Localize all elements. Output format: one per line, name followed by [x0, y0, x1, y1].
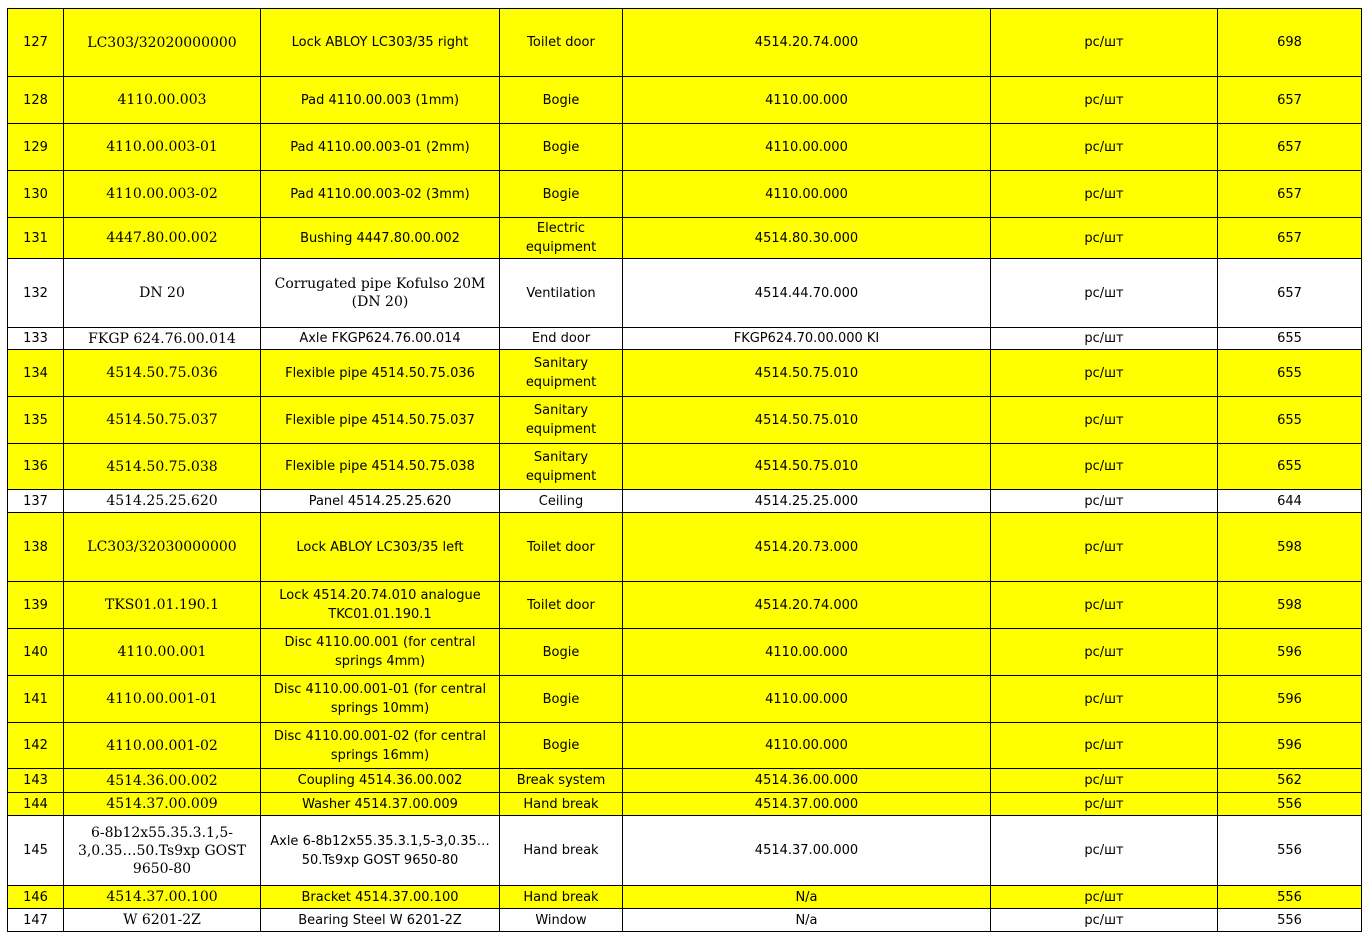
quantity-cell: 556	[1218, 793, 1362, 816]
assembly-number-cell: 4514.36.00.000	[623, 769, 991, 793]
table-row	[8, 397, 1362, 444]
part-code-cell: DN 20	[64, 259, 261, 328]
group-cell: Sanitary equipment	[500, 350, 623, 397]
quantity-cell: 698	[1218, 9, 1362, 77]
table-row	[8, 171, 1362, 218]
table-row	[8, 490, 1362, 513]
assembly-number-cell: 4514.80.30.000	[623, 218, 991, 259]
assembly-number-cell: 4514.20.74.000	[623, 582, 991, 629]
assembly-number-cell: 4514.20.74.000	[623, 9, 991, 77]
group-cell: Toilet door	[500, 513, 623, 582]
unit-cell: pc/шт	[991, 350, 1218, 397]
assembly-number-cell: 4110.00.000	[623, 124, 991, 171]
part-code-cell: 4110.00.001-01	[64, 676, 261, 723]
group-cell: Bogie	[500, 676, 623, 723]
table-row	[8, 444, 1362, 490]
part-name-cell: Washer 4514.37.00.009	[261, 793, 500, 816]
part-name-cell: Disc 4110.00.001-01 (for central springs 10mm)	[261, 676, 500, 723]
unit-cell: pc/шт	[991, 328, 1218, 350]
assembly-number-cell: FKGP624.70.00.000 KI	[623, 328, 991, 350]
row-number-cell: 144	[8, 793, 64, 816]
unit-cell: pc/шт	[991, 9, 1218, 77]
assembly-number-cell: 4110.00.000	[623, 171, 991, 218]
group-cell: Hand break	[500, 886, 623, 909]
part-code-cell: 4110.00.003	[64, 77, 261, 124]
unit-cell: pc/шт	[991, 513, 1218, 582]
part-name-cell: Flexible pipe 4514.50.75.038	[261, 444, 500, 490]
part-code-cell: 4514.37.00.009	[64, 793, 261, 816]
part-code-cell: 4514.37.00.100	[64, 886, 261, 909]
part-name-cell: Bushing 4447.80.00.002	[261, 218, 500, 259]
part-name-cell: Bearing Steel W 6201-2Z	[261, 909, 500, 932]
part-name-cell: Axle FKGP624.76.00.014	[261, 328, 500, 350]
unit-cell: pc/шт	[991, 676, 1218, 723]
assembly-number-cell: N/a	[623, 886, 991, 909]
assembly-number-cell: 4110.00.000	[623, 629, 991, 676]
assembly-number-cell: 4110.00.000	[623, 723, 991, 769]
part-name-cell: Bracket 4514.37.00.100	[261, 886, 500, 909]
part-name-cell: Flexible pipe 4514.50.75.037	[261, 397, 500, 444]
assembly-number-cell: N/a	[623, 909, 991, 932]
group-cell: End door	[500, 328, 623, 350]
assembly-number-cell: 4514.37.00.000	[623, 793, 991, 816]
part-name-cell: Pad 4110.00.003 (1mm)	[261, 77, 500, 124]
quantity-cell: 657	[1218, 124, 1362, 171]
part-code-cell: 4110.00.003-01	[64, 124, 261, 171]
table-row	[8, 793, 1362, 816]
group-cell: Sanitary equipment	[500, 397, 623, 444]
quantity-cell: 644	[1218, 490, 1362, 513]
part-name-cell: Coupling 4514.36.00.002	[261, 769, 500, 793]
part-name-cell: Disc 4110.00.001-02 (for central springs 16mm)	[261, 723, 500, 769]
quantity-cell: 655	[1218, 350, 1362, 397]
unit-cell: pc/шт	[991, 886, 1218, 909]
row-number-cell: 129	[8, 124, 64, 171]
part-name-cell: Lock ABLOY LC303/35 left	[261, 513, 500, 582]
assembly-number-cell: 4514.44.70.000	[623, 259, 991, 328]
group-cell: Hand break	[500, 816, 623, 886]
part-code-cell: 4514.50.75.036	[64, 350, 261, 397]
row-number-cell: 132	[8, 259, 64, 328]
row-number-cell: 145	[8, 816, 64, 886]
row-number-cell: 137	[8, 490, 64, 513]
unit-cell: pc/шт	[991, 629, 1218, 676]
assembly-number-cell: 4514.50.75.010	[623, 444, 991, 490]
unit-cell: pc/шт	[991, 490, 1218, 513]
part-name-cell: Pad 4110.00.003-01 (2mm)	[261, 124, 500, 171]
part-code-cell: FKGP 624.76.00.014	[64, 328, 261, 350]
part-code-cell: 4110.00.003-02	[64, 171, 261, 218]
table-row	[8, 9, 1362, 77]
unit-cell: pc/шт	[991, 793, 1218, 816]
group-cell: Ventilation	[500, 259, 623, 328]
unit-cell: pc/шт	[991, 444, 1218, 490]
group-cell: Break system	[500, 769, 623, 793]
unit-cell: pc/шт	[991, 723, 1218, 769]
unit-cell: pc/шт	[991, 769, 1218, 793]
part-code-cell: W 6201-2Z	[64, 909, 261, 932]
part-name-cell: Lock 4514.20.74.010 analogue TKC01.01.190.1	[261, 582, 500, 629]
unit-cell: pc/шт	[991, 397, 1218, 444]
group-cell: Bogie	[500, 171, 623, 218]
row-number-cell: 136	[8, 444, 64, 490]
assembly-number-cell: 4514.37.00.000	[623, 816, 991, 886]
part-name-cell: Axle 6-8b12x55.35.3.1,5-3,0.35…50.Ts9xp GOST 9650-80	[261, 816, 500, 886]
part-name-cell: Disc 4110.00.001 (for central springs 4mm)	[261, 629, 500, 676]
parts-table	[7, 8, 1362, 932]
table-row	[8, 629, 1362, 676]
table-row	[8, 513, 1362, 582]
row-number-cell: 140	[8, 629, 64, 676]
part-name-cell: Pad 4110.00.003-02 (3mm)	[261, 171, 500, 218]
row-number-cell: 134	[8, 350, 64, 397]
group-cell: Toilet door	[500, 582, 623, 629]
quantity-cell: 657	[1218, 171, 1362, 218]
quantity-cell: 598	[1218, 513, 1362, 582]
part-code-cell: 4514.50.75.037	[64, 397, 261, 444]
row-number-cell: 147	[8, 909, 64, 932]
part-code-cell: 4514.25.25.620	[64, 490, 261, 513]
row-number-cell: 142	[8, 723, 64, 769]
unit-cell: pc/шт	[991, 909, 1218, 932]
assembly-number-cell: 4110.00.000	[623, 77, 991, 124]
row-number-cell: 135	[8, 397, 64, 444]
table-row	[8, 816, 1362, 886]
part-code-cell: 4514.36.00.002	[64, 769, 261, 793]
quantity-cell: 562	[1218, 769, 1362, 793]
table-row	[8, 124, 1362, 171]
part-code-cell: 4514.50.75.038	[64, 444, 261, 490]
row-number-cell: 127	[8, 9, 64, 77]
quantity-cell: 556	[1218, 886, 1362, 909]
table-row	[8, 218, 1362, 259]
quantity-cell: 655	[1218, 397, 1362, 444]
assembly-number-cell: 4514.50.75.010	[623, 397, 991, 444]
quantity-cell: 657	[1218, 218, 1362, 259]
part-code-cell: LC303/32030000000	[64, 513, 261, 582]
part-name-cell: Panel 4514.25.25.620	[261, 490, 500, 513]
quantity-cell: 596	[1218, 676, 1362, 723]
table-row	[8, 350, 1362, 397]
table-row	[8, 886, 1362, 909]
row-number-cell: 131	[8, 218, 64, 259]
part-code-cell: 4447.80.00.002	[64, 218, 261, 259]
part-name-cell: Lock ABLOY LC303/35 right	[261, 9, 500, 77]
quantity-cell: 596	[1218, 629, 1362, 676]
row-number-cell: 128	[8, 77, 64, 124]
row-number-cell: 141	[8, 676, 64, 723]
part-code-cell: TKS01.01.190.1	[64, 582, 261, 629]
unit-cell: pc/шт	[991, 218, 1218, 259]
unit-cell: pc/шт	[991, 816, 1218, 886]
quantity-cell: 596	[1218, 723, 1362, 769]
table-row	[8, 769, 1362, 793]
part-code-cell: LC303/32020000000	[64, 9, 261, 77]
group-cell: Bogie	[500, 723, 623, 769]
assembly-number-cell: 4110.00.000	[623, 676, 991, 723]
part-code-cell: 6-8b12x55.35.3.1,5-3,0.35…50.Ts9xp GOST 9650-80	[64, 816, 261, 886]
row-number-cell: 138	[8, 513, 64, 582]
table-row	[8, 259, 1362, 328]
row-number-cell: 139	[8, 582, 64, 629]
unit-cell: pc/шт	[991, 171, 1218, 218]
table-row	[8, 723, 1362, 769]
row-number-cell: 146	[8, 886, 64, 909]
assembly-number-cell: 4514.50.75.010	[623, 350, 991, 397]
row-number-cell: 133	[8, 328, 64, 350]
quantity-cell: 655	[1218, 444, 1362, 490]
quantity-cell: 556	[1218, 909, 1362, 932]
part-code-cell: 4110.00.001-02	[64, 723, 261, 769]
group-cell: Hand break	[500, 793, 623, 816]
row-number-cell: 130	[8, 171, 64, 218]
unit-cell: pc/шт	[991, 124, 1218, 171]
quantity-cell: 657	[1218, 77, 1362, 124]
assembly-number-cell: 4514.25.25.000	[623, 490, 991, 513]
group-cell: Window	[500, 909, 623, 932]
group-cell: Bogie	[500, 77, 623, 124]
quantity-cell: 598	[1218, 582, 1362, 629]
table-row	[8, 676, 1362, 723]
group-cell: Bogie	[500, 629, 623, 676]
group-cell: Bogie	[500, 124, 623, 171]
table-row	[8, 582, 1362, 629]
part-name-cell: Flexible pipe 4514.50.75.036	[261, 350, 500, 397]
group-cell: Ceiling	[500, 490, 623, 513]
part-code-cell: 4110.00.001	[64, 629, 261, 676]
table-row	[8, 909, 1362, 932]
table-row	[8, 328, 1362, 350]
group-cell: Electric equipment	[500, 218, 623, 259]
group-cell: Toilet door	[500, 9, 623, 77]
quantity-cell: 556	[1218, 816, 1362, 886]
unit-cell: pc/шт	[991, 259, 1218, 328]
quantity-cell: 657	[1218, 259, 1362, 328]
table-row	[8, 77, 1362, 124]
part-name-cell: Corrugated pipe Kofulso 20M (DN 20)	[261, 259, 500, 328]
group-cell: Sanitary equipment	[500, 444, 623, 490]
quantity-cell: 655	[1218, 328, 1362, 350]
unit-cell: pc/шт	[991, 582, 1218, 629]
row-number-cell: 143	[8, 769, 64, 793]
assembly-number-cell: 4514.20.73.000	[623, 513, 991, 582]
parts-table-body	[8, 9, 1362, 932]
unit-cell: pc/шт	[991, 77, 1218, 124]
